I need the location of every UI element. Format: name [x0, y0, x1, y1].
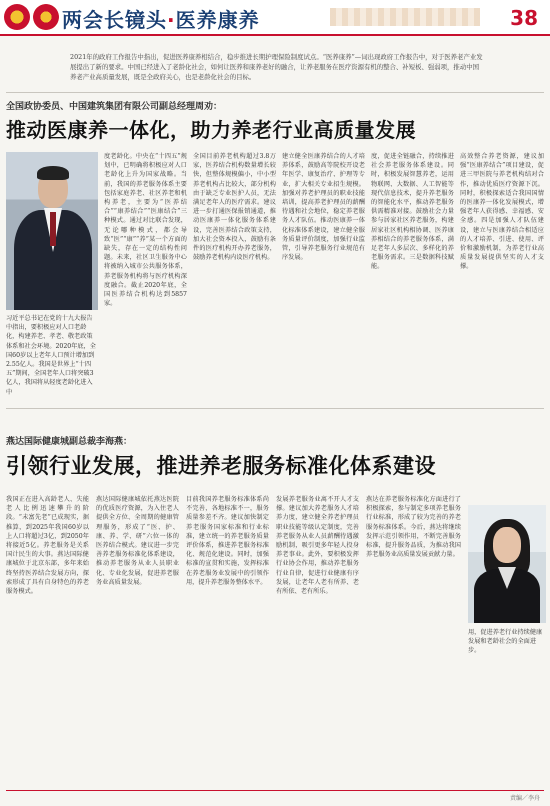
- article2-portrait: [468, 505, 546, 623]
- article2-column-6: 用，促进养老行业持续健康发展和老龄社会的全面进步。: [468, 629, 543, 655]
- article1-column-5: 高效整合养老资源，建议加强“医康养结合”项目建设，促进三甲医院与养老机构结对合作，推动优质医疗资源下沉。同时，积极探索适合我国国情的医康养一体化发展模式，增强老年人获得感、幸福感、安全感。四是加强人才队伍建设，建立与医康养结合相适应的人才培养、引进、使用、评价和激励机制，为养老行业高质量发展提供坚实的人才支撑。: [460, 153, 544, 271]
- divider: [6, 408, 544, 409]
- article1-column-4: 度，促进全链融合，持续推进社会养老服务体系建设。同时，积极发展智慧养老，运用物联网、大数据、人工智能等现代信息技术，提升养老服务的智能化水平，推动养老服务供需精准对接。鼓励社会力量参与居家社区养老服务，构建居家社区机构相协调、医养康养相结合的养老服务体系，满足老年人多层次、多样化的养老服务需求。三是数据科技赋能。: [371, 153, 454, 271]
- article1-lead-text: 习近平总书记在党的十九大报告中指出，要积极应对人口老龄化，构建养老、孝老、敬老政策体系和社会环境。2020年底，全国60岁以上老年人口预计增加到2.55亿人。我国是世界上“十四五”期间，全国老年人口将突破3亿人，我国将从轻度老龄化进入中: [6, 315, 96, 396]
- section-title-separator: ·: [167, 8, 176, 32]
- article1-column-1: 度老龄化。中央在“十四五”规划中，已明确将积极应对人口老龄化上升为国家战略。当前，我国的养老服务体系主要包括家庭养老、社区养老和机构养老，主要为“医养结合”“康养结合”“医康结合”三种模式。通过对比联合发现，无论哪种模式，都会导致“医”“康”“养”某一个方面的缺失，存在一定的结构性问题。未来，社区卫生服务中心将被纳入城市公共服务体系，养老服务机构将与医疗机构深度融合。截止2020年底，全国医养结合机构达到5857家。: [104, 153, 187, 308]
- article1-subtitle: 全国政协委员、中国建筑集团有限公司副总经理周劝：: [6, 102, 223, 112]
- article2-column-1: 我国正在进入高龄老人、失能老人比例迅速攀升的阶段。“未富先老”已成现实，据推算，到2025年我国60岁以上人口将超过3亿，到2050年将接近5亿。养老服务是关系国计民生的大事。燕达国际健康城位于北京东部，多年来始终坚持医养结合发展方向，探索形成了具有自身特色的养老服务模式。: [6, 496, 89, 596]
- section-title-part1: 两会长镜头: [62, 8, 167, 32]
- section-title: [62, 4, 260, 33]
- article1-portrait: [6, 152, 98, 310]
- article2-column-4: 发展养老服务业离不开人才支撑。建议加大养老服务人才培养力度，建立健全养老护理员职业技能等级认定制度，完善养老服务从业人员薪酬待遇激励机制，吸引更多年轻人投身养老事业。此外，要积极发挥行业协会作用，推动养老服务行业自律，促进行业健康有序发展，让老年人老有所养、老有所依、老有所乐。: [276, 496, 359, 596]
- article2-headline: 引领行业发展，推进养老服务标准化体系建设: [6, 454, 436, 478]
- footer-rule: [6, 790, 544, 791]
- article2-column-5: 燕达在养老服务标准化方面进行了积极探索，参与制定多项养老服务行业标准，形成了较为完善的养老服务标准体系。今后，燕达将继续发挥示范引领作用，不断完善服务标准，提升服务品质，为推动我国养老服务业高质量发展贡献力量。: [366, 496, 461, 559]
- header-decoration: [330, 8, 480, 26]
- article1-headline: 推动医康养一体化，助力养老行业高质量发展: [6, 118, 416, 142]
- page-header: [0, 0, 550, 36]
- divider: [6, 92, 544, 93]
- national-emblem-icon: [4, 4, 30, 30]
- intro-paragraph: 2021年的政府工作报告中指出，促进医养康养相结合，稳步推进长期护理保险制度试点。“医养康养”—词出现政府工作报告中，对于医养老产业发展提出了新的要求。中国已经进入了老龄化社会，如何让医养和康养老好的融合，让养老服务在医疗资源有机的整合、补短板、强弱项，推动中国养老产业高质量发展，既是全政府关心，也是老龄化社会的目标。: [70, 53, 483, 81]
- section-title-part2: 医养康养: [175, 8, 260, 32]
- article1-column-2: 全国目前养老机构超过3.8万家，医养结合机构数量增长较快，但整体规模偏小，中小型养老机构占比较大，部分机构由于缺乏专业医护人员，无法满足老年人的医疗需求。建议进一步打通医保报销通道，推动医康养一体化服务体系建设，完善医养结合政策支持，加大社会资本投入，鼓励有条件的医疗机构开办养老服务，鼓励养老机构内设医疗机构。: [193, 153, 276, 262]
- article1-column-3: 建立健全医康养结合的人才培养体系，鼓励高等院校开设老年医学、康复治疗、护理等专业，扩大相关专业招生规模。加强对养老护理员的职业技能培训，提高养老护理员的薪酬待遇和社会地位，稳定养老服务人才队伍。推动医康养一体化标准体系建设，建立健全服务质量评价制度，加强行业监管，引导养老服务行业规范有序发展。: [282, 153, 365, 262]
- editor-credit: 责编／李舟: [509, 795, 540, 802]
- article2-column-2: 燕达国际健康城依托燕达医院的优质医疗资源，为入住老人提供全方位、全周期的健康管理服务，形成了“医、护、康、养、学、研”六位一体的医养结合模式。建议进一步完善养老服务标准化体系建设，推动养老服务从业人员职业化、专业化发展，促进养老服务业高质量发展。: [96, 496, 179, 586]
- article2-column-3: 目前我国养老服务标准体系尚不完善，各地标准不一，服务质量参差不齐。建议加快制定养老服务国家标准和行业标准，建立统一的养老服务质量评价体系，推进养老服务标准化、规范化建设。同时，加强标准的宣贯和实施，发挥标准在养老服务业发展中的引领作用，提升养老服务整体水平。: [186, 496, 269, 586]
- article2-subtitle: 燕达国际健康城副总裁李海燕：: [6, 437, 133, 447]
- page-number: 38: [510, 6, 538, 30]
- cppcc-emblem-icon: [33, 4, 59, 30]
